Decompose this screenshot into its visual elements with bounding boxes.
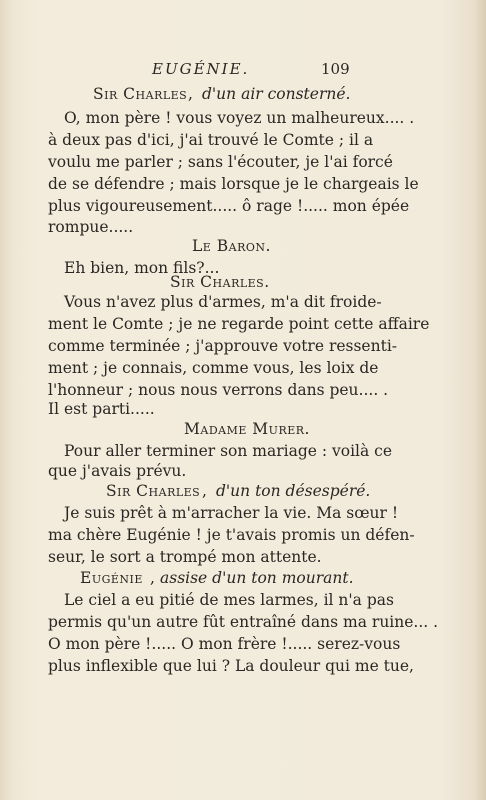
text-line-content: ment le Comte ; je ne regarde point cette affaire — [48, 315, 430, 333]
text-line-content: de se défendre ; mais lorsque je le chargeais le — [48, 175, 419, 193]
text-line-content: Eh bien, mon fils?... — [64, 259, 220, 277]
page-number: 109 — [321, 60, 350, 78]
text-line-content: permis qu'un autre fût entraîné dans ma ruine... . — [48, 613, 439, 631]
running-head-title: EUGÉNIE. — [152, 60, 250, 78]
comma: , — [150, 569, 155, 587]
speaker-name: Sir Charles — [106, 482, 201, 500]
speaker-name: Le Baron. — [192, 237, 271, 255]
running-head — [0, 60, 486, 84]
text-line-content: O mon père !..... O mon frère !..... serez-vous — [48, 635, 401, 653]
text-line-content: plus vigoureusement..... ô rage !..... mon épée — [48, 197, 410, 215]
text-line-content: ment ; je connais, comme vous, les loix de — [48, 359, 379, 377]
text-line-content: à deux pas d'ici, j'ai trouvé le Comte ; il a — [48, 131, 374, 149]
text-line-content: l'honneur ; nous nous verrons dans peu.... . — [48, 381, 389, 399]
text-line-content: Je suis prêt à m'arracher la vie. Ma sœur ! — [64, 504, 399, 522]
stage-direction: assise d'un ton mourant. — [160, 569, 354, 587]
stage-direction: d'un air consterné. — [202, 85, 351, 103]
text-line-content: O, mon père ! vous voyez un malheureux.... . — [64, 109, 415, 127]
text-line-content: que j'avais prévu. — [48, 462, 187, 480]
stage-direction: d'un ton désespéré. — [216, 482, 371, 500]
text-line-content: plus inflexible que lui ? La douleur qui me tue, — [48, 657, 414, 675]
text-line-content: comme terminée ; j'approuve votre ressenti- — [48, 337, 398, 355]
speaker-name: Sir Charles. — [170, 273, 270, 291]
comma: , — [188, 85, 193, 103]
text-line-content: Le ciel a eu pitié de mes larmes, il n'a pas — [64, 591, 394, 609]
speaker-name: Eugénie — [80, 569, 143, 587]
comma: , — [202, 482, 207, 500]
text-line-content: Vous n'avez plus d'armes, m'a dit froide- — [64, 293, 382, 311]
text-line-content: Pour aller terminer son mariage : voilà ce — [64, 442, 393, 460]
speaker-name: Madame Murer. — [184, 420, 310, 438]
text-line-content: seur, le sort a trompé mon attente. — [48, 548, 322, 566]
text-line-content: rompue..... — [48, 218, 134, 236]
text-line-content: Il est parti..... — [48, 400, 155, 418]
text-line-content: voulu me parler ; sans l'écouter, je l'ai forcé — [48, 153, 393, 171]
text-line-content: ma chère Eugénie ! je t'avais promis un défen- — [48, 526, 415, 544]
speaker-name: Sir Charles — [93, 85, 188, 103]
